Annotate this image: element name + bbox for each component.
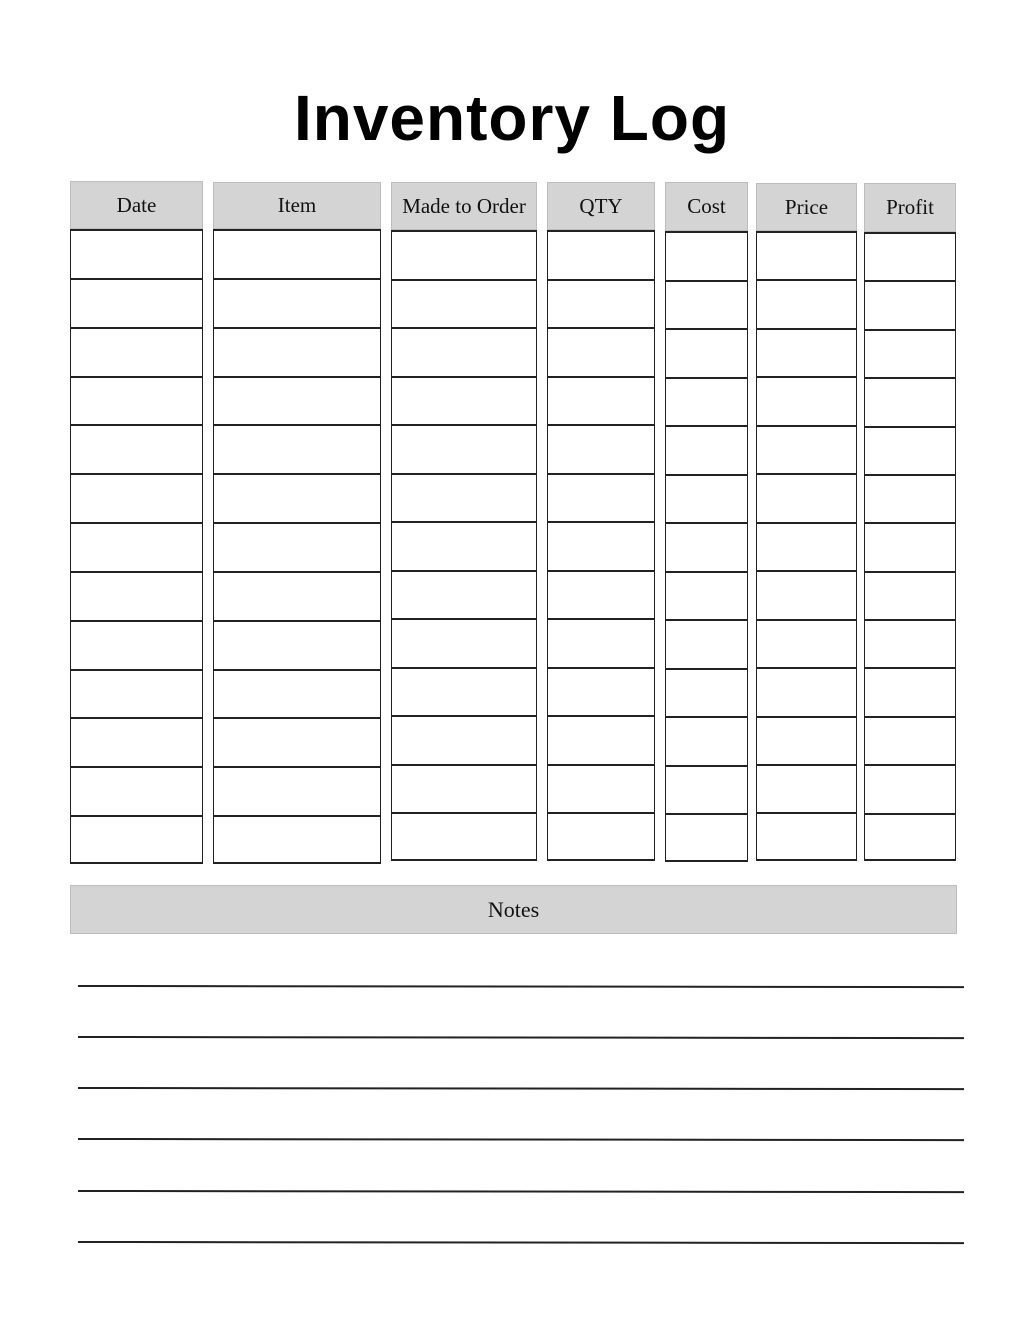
table-cell[interactable] [392, 521, 536, 570]
table-cell[interactable] [757, 764, 856, 812]
column-header: Item [213, 182, 381, 229]
table-cell[interactable] [757, 425, 856, 473]
table-cell[interactable] [392, 473, 536, 522]
table-cell[interactable] [666, 619, 747, 668]
table-cell[interactable] [71, 229, 202, 278]
table-cell[interactable] [214, 620, 380, 669]
table-cell[interactable] [71, 571, 202, 620]
table-cell[interactable] [865, 571, 955, 619]
table-cell[interactable] [214, 669, 380, 718]
table-cell[interactable] [392, 618, 536, 667]
column-header: Cost [665, 182, 748, 231]
column-cost [665, 182, 748, 862]
table-cell[interactable] [757, 716, 856, 764]
table-cell[interactable] [548, 812, 654, 861]
table-cell[interactable] [71, 717, 202, 766]
table-cell[interactable] [71, 815, 202, 864]
table-cell[interactable] [548, 764, 654, 813]
table-cell[interactable] [865, 764, 955, 812]
page-title: Inventory Log [293, 82, 731, 154]
table-cell[interactable] [757, 812, 856, 860]
table-cell[interactable] [214, 424, 380, 473]
table-cell[interactable] [666, 522, 747, 571]
table-cell[interactable] [214, 327, 380, 376]
table-cell[interactable] [666, 377, 747, 426]
table-cell[interactable] [865, 377, 955, 425]
table-cell[interactable] [666, 716, 747, 765]
table-cell[interactable] [865, 232, 955, 280]
column-date [70, 181, 203, 864]
notes-line[interactable] [78, 1190, 964, 1193]
table-cell[interactable] [666, 813, 747, 862]
table-cell[interactable] [71, 424, 202, 473]
table-cell[interactable] [666, 765, 747, 814]
notes-header: Notes [70, 885, 957, 934]
table-cell[interactable] [757, 619, 856, 667]
table-cell[interactable] [71, 669, 202, 718]
table-cell[interactable] [548, 473, 654, 522]
column-qty [547, 182, 655, 861]
table-cell[interactable] [865, 813, 955, 861]
table-cell[interactable] [71, 473, 202, 522]
table-cell[interactable] [548, 279, 654, 328]
table-cell[interactable] [757, 328, 856, 376]
table-cell[interactable] [865, 426, 955, 474]
table-cell[interactable] [757, 376, 856, 424]
notes-line[interactable] [78, 1241, 964, 1244]
table-cell[interactable] [548, 618, 654, 667]
table-cell[interactable] [392, 764, 536, 813]
table-cell[interactable] [548, 230, 654, 279]
table-cell[interactable] [757, 231, 856, 279]
table-cell[interactable] [548, 715, 654, 764]
table-cell[interactable] [757, 667, 856, 715]
table-cell[interactable] [392, 327, 536, 376]
table-cell[interactable] [865, 716, 955, 764]
table-cell[interactable] [392, 715, 536, 764]
table-cell[interactable] [666, 280, 747, 329]
table-cell[interactable] [392, 667, 536, 716]
table-cell[interactable] [548, 376, 654, 425]
table-cell[interactable] [666, 231, 747, 280]
table-cell[interactable] [548, 424, 654, 473]
notes-line[interactable] [78, 1087, 964, 1090]
column-made-to-order [391, 182, 537, 861]
column-header: QTY [547, 182, 655, 230]
column-item [213, 182, 381, 864]
table-cell[interactable] [214, 766, 380, 815]
table-cell[interactable] [392, 376, 536, 425]
column-header: Made to Order [391, 182, 537, 230]
notes-line[interactable] [78, 1036, 964, 1039]
table-cell[interactable] [392, 570, 536, 619]
notes-line[interactable] [78, 985, 964, 988]
table-cell[interactable] [71, 278, 202, 327]
table-cell[interactable] [214, 717, 380, 766]
table-cell[interactable] [71, 766, 202, 815]
table-cell[interactable] [71, 327, 202, 376]
table-cell[interactable] [392, 812, 536, 861]
table-cell[interactable] [757, 473, 856, 521]
table-cell[interactable] [214, 522, 380, 571]
table-cell[interactable] [392, 279, 536, 328]
table-cell[interactable] [865, 619, 955, 667]
table-cell[interactable] [666, 425, 747, 474]
column-profit [864, 183, 956, 861]
table-cell[interactable] [392, 424, 536, 473]
table-cell[interactable] [548, 667, 654, 716]
table-cell[interactable] [757, 279, 856, 327]
table-cell[interactable] [865, 474, 955, 522]
table-cell[interactable] [548, 570, 654, 619]
table-cell[interactable] [865, 329, 955, 377]
table-cell[interactable] [865, 522, 955, 570]
table-cell[interactable] [71, 620, 202, 669]
table-cell[interactable] [392, 230, 536, 279]
table-cell[interactable] [214, 278, 380, 327]
table-cell[interactable] [71, 376, 202, 425]
column-header: Profit [864, 183, 956, 232]
table-cell[interactable] [865, 280, 955, 328]
table-cell[interactable] [757, 570, 856, 618]
table-cell[interactable] [214, 571, 380, 620]
table-cell[interactable] [548, 327, 654, 376]
table-cell[interactable] [757, 522, 856, 570]
column-price [756, 183, 857, 861]
table-cell[interactable] [666, 668, 747, 717]
table-cell[interactable] [548, 521, 654, 570]
notes-line[interactable] [78, 1138, 964, 1141]
table-cell[interactable] [865, 667, 955, 715]
table-cell[interactable] [666, 328, 747, 377]
column-header: Date [70, 181, 203, 229]
table-cell[interactable] [666, 571, 747, 620]
table-cell[interactable] [214, 229, 380, 278]
column-header: Price [756, 183, 857, 231]
table-cell[interactable] [71, 522, 202, 571]
table-cell[interactable] [214, 376, 380, 425]
table-cell[interactable] [214, 815, 380, 864]
table-cell[interactable] [666, 474, 747, 523]
table-cell[interactable] [214, 473, 380, 522]
